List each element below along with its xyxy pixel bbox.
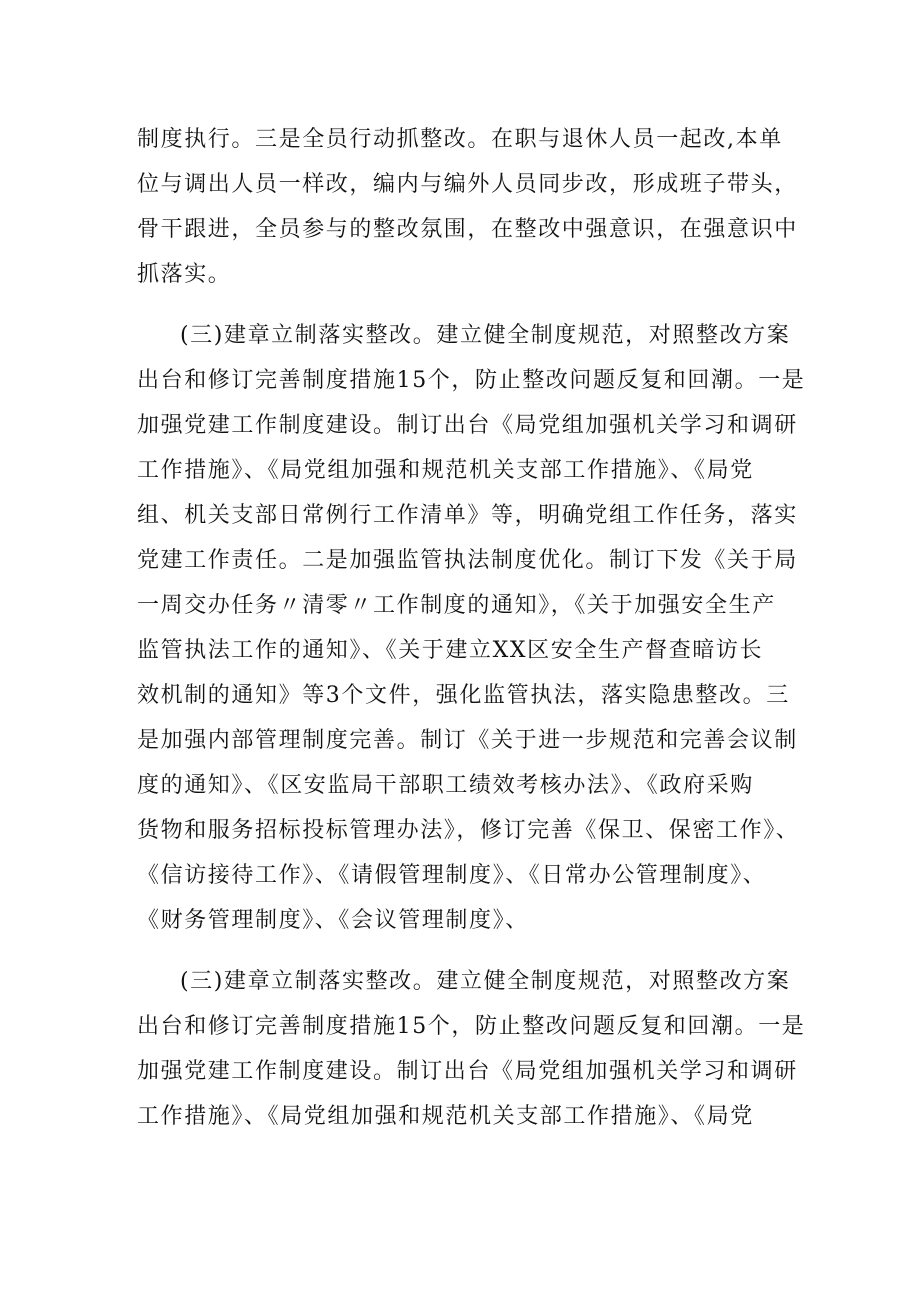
text-line: 党建工作责任。二是加强监管执法制度优化。制订下发《关于局 bbox=[137, 548, 798, 573]
text-line: 制度执行。三是全员行动抓整改。在职与退休人员一起改,本单 bbox=[137, 127, 783, 152]
text-line: 抓落实。 bbox=[137, 262, 232, 287]
text-line: 一周交办任务〃清零〃工作制度的通知》，《关于加强安全生产 bbox=[137, 593, 776, 618]
text-line: 度的通知》、《区安监局干部职工绩效考核办法》、《政府采购 bbox=[137, 773, 754, 798]
text-line: 组、机关支部日常例行工作清单》等，明确党组工作任务，落实 bbox=[137, 503, 798, 528]
paragraph-heading: (三)建章立制落实整改。建立健全制度规范，对照整改方案 bbox=[180, 969, 791, 994]
text-line: 位与调出人员一样改，编内与编外人员同步改，形成班子带头， bbox=[137, 172, 798, 197]
text-line: 出台和修订完善制度措施15个，防止整改问题反复和回潮。一是 bbox=[137, 1014, 806, 1039]
text-line: 加强党建工作制度建设。制订出台《局党组加强机关学习和调研 bbox=[137, 413, 798, 438]
text-line: 出台和修订完善制度措施15个，防止整改问题反复和回潮。一是 bbox=[137, 368, 806, 393]
text-line: 骨干跟进，全员参与的整改氛围，在整改中强意识，在强意识中 bbox=[137, 217, 798, 242]
text-line: 工作措施》、《局党组加强和规范机关支部工作措施》、《局党 bbox=[137, 458, 754, 483]
text-line: 工作措施》、《局党组加强和规范机关支部工作措施》、《局党 bbox=[137, 1104, 754, 1129]
text-line: 监管执法工作的通知》、《关于建立XX区安全生产督查暗访长 bbox=[137, 638, 764, 663]
text-line: 是加强内部管理制度完善。制订《关于进一步规范和完善会议制 bbox=[137, 728, 798, 753]
text-line: 加强党建工作制度建设。制订出台《局党组加强机关学习和调研 bbox=[137, 1059, 798, 1084]
text-line: 《财务管理制度》、《会议管理制度》、 bbox=[137, 908, 529, 933]
text-line: 《信访接待工作》、《请假管理制度》、《日常办公管理制度》、 bbox=[137, 863, 767, 888]
text-line: 货物和服务招标投标管理办法》，修订完善《保卫、保密工作》、 bbox=[137, 818, 800, 843]
paragraph-heading: (三)建章立制落实整改。建立健全制度规范，对照整改方案 bbox=[180, 323, 791, 348]
text-line: 效机制的通知》等3个文件，强化监管执法，落实隐患整改。三 bbox=[137, 683, 790, 708]
